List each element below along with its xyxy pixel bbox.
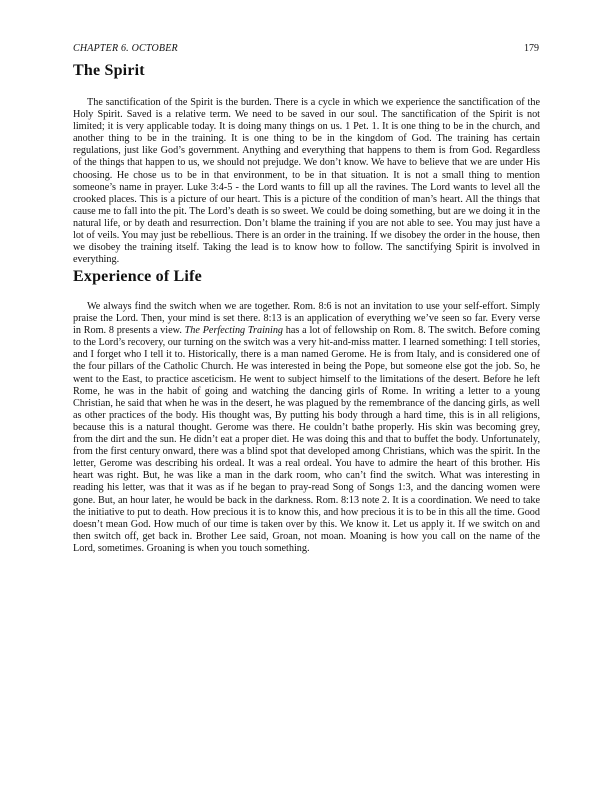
paragraph-text-part-2: has a lot of fellowship on Rom. 8. The switch. Before coming to the Lord’s recovery, our turning on the switch was a very hit-and-miss matter. I learned something: I tell stories, and I forget who I tell it to. Historically, there is a man named Gerome. He is from Italy, and is considered one of the four pillars of the Catholic Church. He was interested in being the Pope, but someone else got the job. So, he went to the East, to practice asceticism. He went to subject himself to the limitations of the desert. Before he left Rome, he was in the habit of going and watching the dancing girls of Rome. In writing a letter to a young Christian, he said that when he was in the desert, he was plagued by the remembrance of the dancing girls, as well as other practices of the body. His thought was, By putting his body through a hard time, this is in all religions, because this is a natural thought. Gerome was there. He couldn’t bathe properly. His skin was becoming grey, from the dirt and the sun. He didn’t eat a proper diet. He was doing this and that to buffet the body. Unfortunately, from the first century onward, there was a blind spot that developed among Christians, which was the spirit. In the letter, Gerome was describing his ordeal. It was a real ordeal. You have to admire the heart of this brother. His heart was right. But, he was like a man in the dark room, who can’t find the switch. What was interesting in reading his letter, was that it was as if he began to pray-read Song of Songs 1:3, and the dancing women were gone. But, an hour later, he would be back in the darkness. Rom. 8:13 note 2. It is a coordination. We need to take the initiative to put to death. How precious it is to know this, and how precious it is to be in this all the time. Good doesn’t mean God. How much of our time is taken over by this. We know it. Let us apply it. If we switch on and then switch off, get back in. Brother Lee said, Groan, not moan. Moaning is how you call on the name of the Lord, sometimes. Groaning is when you touch something.	[73, 325, 540, 554]
chapter-label: CHAPTER 6. OCTOBER	[73, 43, 178, 54]
page-number: 179	[524, 43, 539, 54]
section-paragraph-experience-of-life	[73, 301, 540, 555]
paragraph-text-part-1: We always find the switch when we are together. Rom. 8:6 is not an invitation to use your self-effort. Simply praise the Lord. Then, your mind is set there. 8:13 is an application of everything we’ve seen so far. Every verse in Rom. 8 presents a view.	[73, 301, 540, 337]
book-title-italic: The Perfecting Training	[184, 325, 284, 337]
section-paragraph-the-spirit: The sanctification of the Spirit is the burden. There is a cycle in which we experience the sanctification of the Holy Spirit. Saved is a relative term. We need to be saved in our soul. The sanctification of the Spirit is not limited; it is very applicable today. It is doing many things on us. 1 Pet. 1. It is one thing to be in the church, and another thing to be in the training. It is one thing to be in the kingdom of God. The training has certain regulations, just like God’s government. Anything and everything that happens to them is from God. Regardless of the things that happen to us, we should not prejudge. We don’t know. We have to believe that we are under His choosing. He chose us to be in that environment, to be in that situation. It is not a small thing to mention someone’s name in prayer. Luke 3:4-5 - the Lord wants to fill up all the ravines. The Lord wants to level all the crooked places. This is a picture of our heart. This is a picture of the condition of man’s heart. All the things that cause me to fall into the pit. The Lord’s death is so sweet. We could be doing something, but are we doing it in the natural life, or by death and resurrection. Don’t blame the training if you are not able to see. You may just have a lot of veils. You may just be rebellious. There is an order in the training. If we disobey the order in the house, then we disobey the training itself. Taking the lead is to know how to follow. The sanctifying Spirit is involved in everything.	[73, 97, 540, 266]
section-title-experience-of-life: Experience of Life	[73, 268, 202, 285]
section-title-the-spirit: The Spirit	[73, 62, 145, 79]
running-head	[73, 43, 539, 54]
